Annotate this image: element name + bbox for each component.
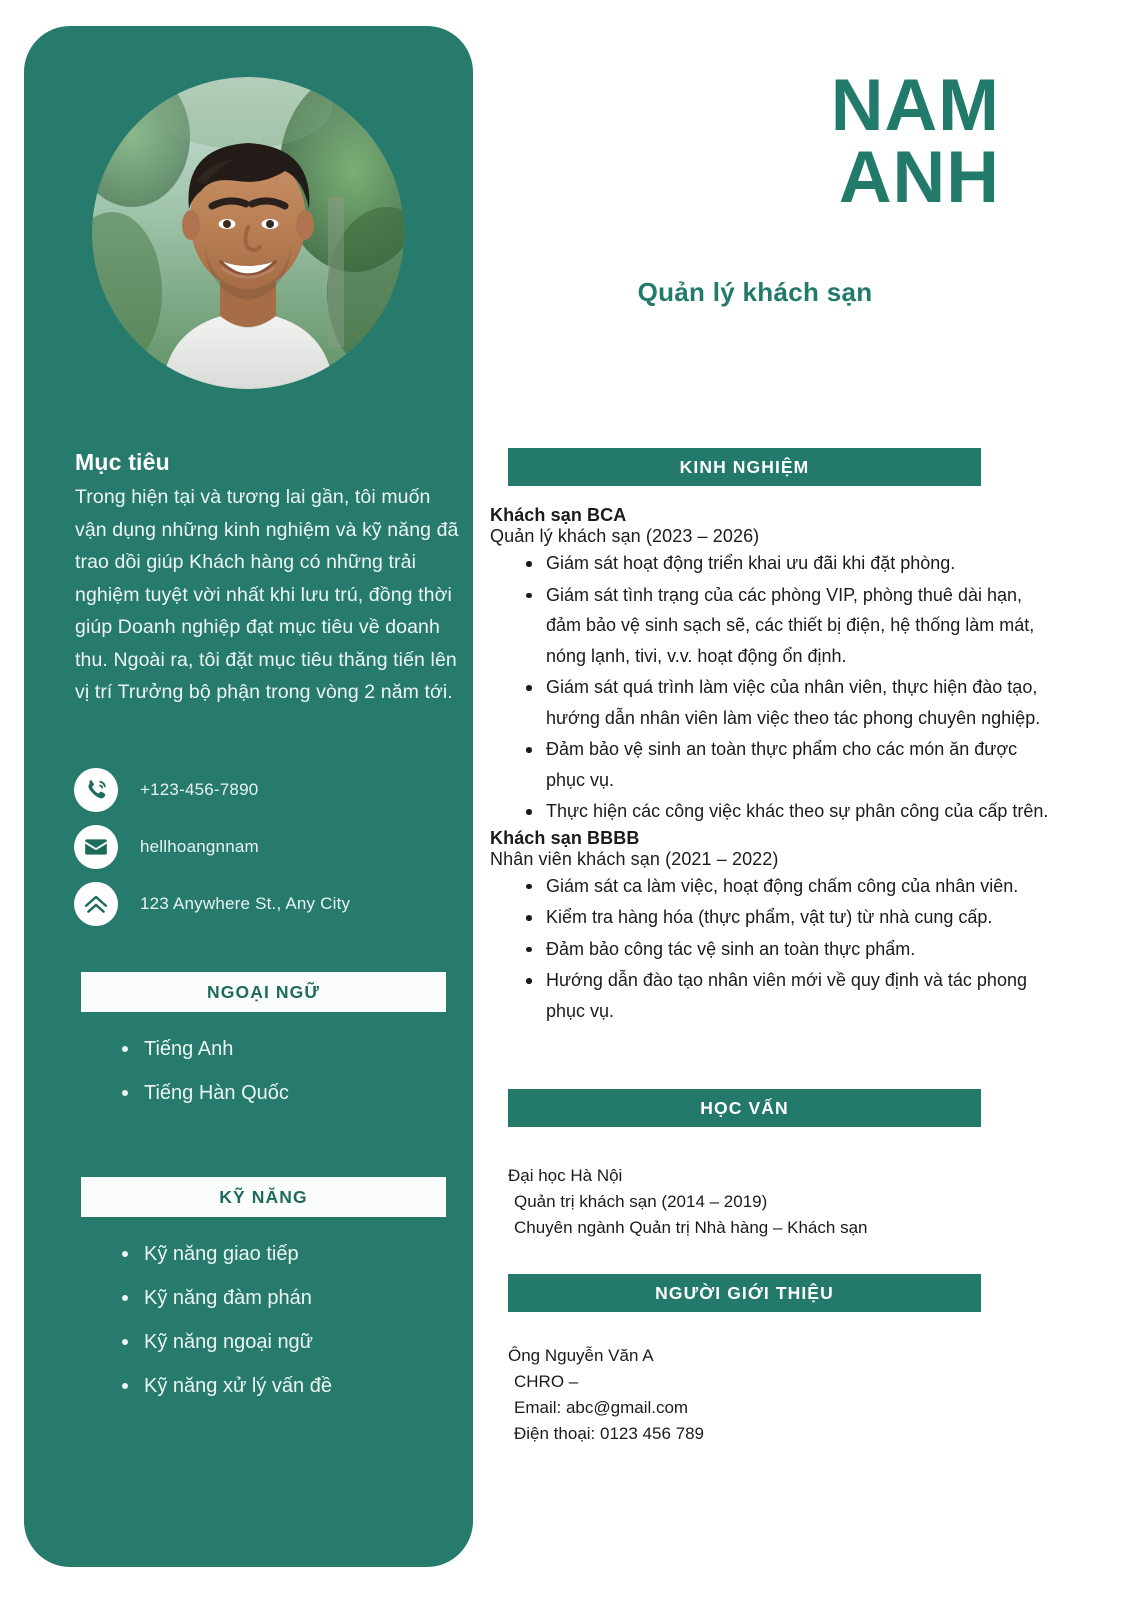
languages-heading: NGOẠI NGỮ [81,972,446,1012]
list-item: Kiểm tra hàng hóa (thực phẩm, vật tư) từ nhà cung cấp. [524,902,1050,933]
list-item: Tiếng Anh [116,1027,446,1071]
references-heading: NGƯỜI GIỚI THIỆU [508,1274,981,1312]
objective-title: Mục tiêu [75,449,170,475]
experience-org: Khách sạn BBBB [490,827,640,848]
experience-heading: KINH NGHIỆM [508,448,981,486]
experience-body [490,505,1050,1026]
job-title: Quản lý khách sạn [637,277,873,307]
list-item: Hướng dẫn đào tạo nhân viên mới về quy định và tác phong phục vụ. [524,965,1050,1026]
page-title [490,65,1000,218]
reference-line: Ông Nguyễn Văn A [508,1346,654,1365]
objective-body: Trong hiện tại và tương lai gần, tôi muốn vận dụng những kinh nghiệm và kỹ năng đã trao dồi giúp Khách hàng có những trải nghiệm tuyệt vời nhất khi lưu trú, đồng thời giúp Doanh nghiệp đạt mục tiêu về doanh thu. Ngoài ra, tôi đặt mục tiêu thăng tiến lên vị trí Trưởng bộ phận trong vòng 2 năm tới. [75,486,459,703]
first-name: NAM [830,65,1000,146]
contact-row-address[interactable] [74,875,464,932]
references-body [508,1343,1068,1447]
list-item: Đảm bảo vệ sinh an toàn thực phẩm cho các món ăn được phục vụ. [524,734,1050,795]
reference-line: Điện thoại: 0123 456 789 [514,1424,704,1443]
contact-list [74,761,464,932]
sidebar-panel [24,26,473,1567]
list-item: Giám sát tình trạng của các phòng VIP, phòng thuê dài hạn, đảm bảo vệ sinh sạch sẽ, các thiết bị điện, hệ thống làm mát, nóng lạnh, tivi, v.v. hoạt động ổn định. [524,580,1050,672]
contact-value-address: 123 Anywhere St., Any City [140,893,351,913]
experience-role: Nhân viên khách sạn (2021 – 2022) [490,848,779,869]
list-item: Giám sát ca làm việc, hoạt động chấm công của nhân viên. [524,871,1050,902]
contact-row-phone[interactable] [74,761,464,818]
reference-line: CHRO – [514,1372,579,1391]
experience-role: Quản lý khách sạn (2023 – 2026) [490,526,760,546]
phone-icon [74,768,118,812]
portrait-photo-icon [92,77,404,389]
experience-bullets [524,548,1050,827]
last-name: ANH [838,137,1000,218]
contact-value-phone: +123-456-7890 [140,779,259,799]
list-item: Giám sát quá trình làm việc của nhân viên, thực hiện đào tạo, hướng dẫn nhân viên làm việc theo tác phong chuyên nghiệp. [524,672,1050,733]
education-line: Quản trị khách sạn (2014 – 2019) [514,1192,768,1211]
list-item: Kỹ năng xử lý vấn đề [116,1364,446,1408]
contact-value-email: hellhoangnnam [140,836,259,856]
list-item: Kỹ năng ngoại ngữ [116,1320,446,1364]
languages-list [116,1027,446,1115]
education-line: Chuyên ngành Quản trị Nhà hàng – Khách sạn [514,1218,868,1237]
avatar [92,77,404,389]
main-column [490,0,1131,1600]
contact-row-email[interactable] [74,818,464,875]
education-heading: HỌC VẤN [508,1089,981,1127]
list-item: Tiếng Hàn Quốc [116,1071,446,1115]
reference-line: Email: abc@gmail.com [514,1398,689,1417]
home-icon [74,882,118,926]
education-line: Đại học Hà Nội [508,1166,623,1185]
list-item: Kỹ năng đàm phán [116,1276,446,1320]
envelope-icon [74,825,118,869]
list-item: Thực hiện các công việc khác theo sự phân công của cấp trên. [524,796,1050,827]
list-item: Đảm bảo công tác vệ sinh an toàn thực phẩm. [524,934,1050,965]
education-body [508,1163,1068,1241]
experience-org: Khách sạn BCA [490,505,627,525]
skills-list [116,1232,446,1408]
skills-heading: KỸ NĂNG [81,1177,446,1217]
experience-bullets [524,871,1050,1027]
list-item: Kỹ năng giao tiếp [116,1232,446,1276]
list-item: Giám sát hoạt động triển khai ưu đãi khi đặt phòng. [524,548,1050,579]
